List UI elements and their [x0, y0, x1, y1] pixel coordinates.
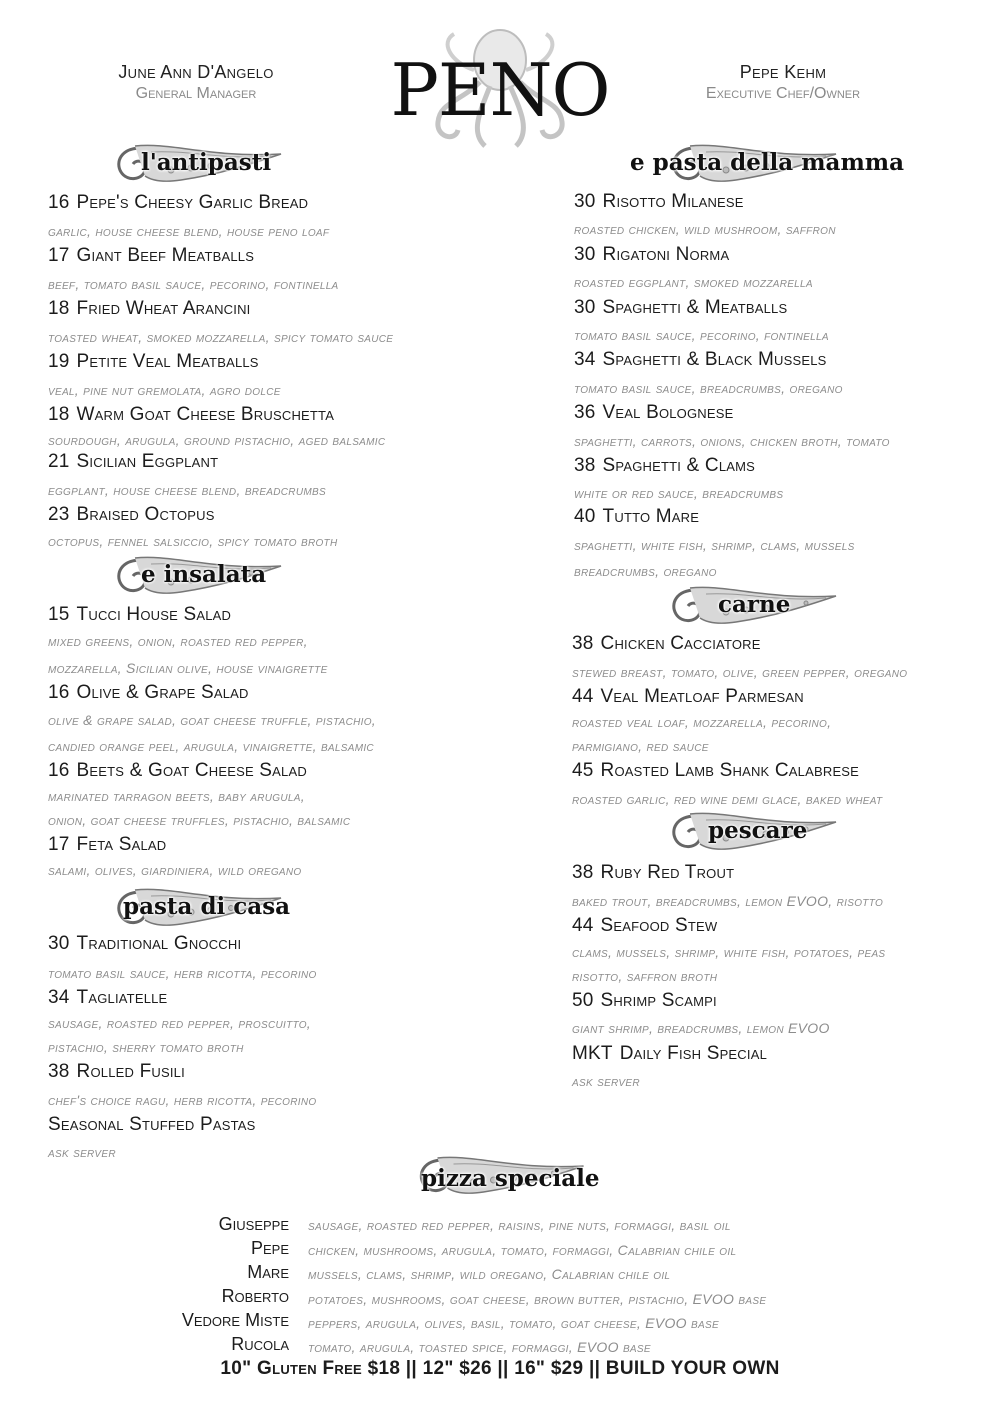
- pizza-desc: sausage, roasted red pepper, raisins, pine nuts, formaggi, basil oil: [308, 1217, 731, 1233]
- chef-name: Pepe Kehm: [739, 62, 827, 82]
- menu-item-desc: baked trout, breadcrumbs, lemon EVOO, risotto: [572, 893, 884, 909]
- menu-item-desc: pistachio, sherry tomato broth: [48, 1039, 244, 1055]
- menu-item-desc: mixed greens, onion, roasted red pepper,: [48, 633, 308, 649]
- pizza-desc: potatoes, mushrooms, goat cheese, brown butter, pistachio, EVOO base: [308, 1291, 767, 1307]
- menu-item-name: 30 Risotto Milanese: [574, 191, 744, 212]
- menu-item-desc: spaghetti, carrots, onions, chicken broth, tomato: [574, 433, 890, 449]
- menu-item-desc: toasted wheat, smoked mozzarella, spicy tomato sauce: [48, 329, 394, 345]
- menu-item-name: 30 Traditional Gnocchi: [48, 933, 242, 954]
- antipasti-title: l'antipasti: [141, 149, 272, 176]
- menu-item-name: 17 Feta Salad: [48, 834, 167, 855]
- pizza-sizes: 10" Gluten Free $18 || 12" $26 || 16" $29 || BUILD YOUR OWN: [220, 1358, 780, 1379]
- pizza-desc: tomato, arugula, toasted spice, formaggi, EVOO base: [308, 1339, 651, 1355]
- pizza-desc: mussels, clams, shrimp, wild oregano, Calabrian chile oil: [308, 1266, 671, 1282]
- logo-text: PENO: [390, 48, 610, 132]
- menu-item-name: 44 Veal Meatloaf Parmesan: [572, 686, 804, 707]
- menu-item-desc: stewed breast, tomato, olive, green pepper, oregano: [572, 664, 908, 680]
- menu-item-name: 34 Spaghetti & Black Mussels: [574, 349, 827, 370]
- menu-item-desc: giant shrimp, breadcrumbs, lemon EVOO: [572, 1020, 830, 1036]
- menu-item-desc: tomato basil sauce, breadcrumbs, oregano: [574, 380, 843, 396]
- menu-item-desc: onion, goat cheese truffles, pistachio, balsamic: [48, 812, 351, 828]
- menu-item-name: 45 Roasted Lamb Shank Calabrese: [572, 760, 860, 781]
- pizza-name: Rucola: [231, 1334, 289, 1354]
- menu-item-desc: breadcrumbs, oregano: [574, 563, 717, 579]
- menu-item-desc: eggplant, house cheese blend, breadcrumbs: [48, 482, 326, 498]
- pizza-name: Giuseppe: [218, 1214, 289, 1234]
- menu-item-desc: roasted chicken, wild mushroom, saffron: [574, 221, 836, 237]
- menu-item-name: MKT Daily Fish Special: [572, 1043, 768, 1064]
- menu-item-name: 34 Tagliatelle: [48, 987, 168, 1008]
- menu-item-desc: olive & grape salad, goat cheese truffle, pistachio,: [48, 712, 376, 728]
- menu-item-desc: spaghetti, white fish, shrimp, clams, mussels: [574, 537, 855, 553]
- menu-item-desc: candied orange peel, arugula, vinaigrette, balsamic: [48, 738, 374, 754]
- menu-item-desc: tomato basil sauce, pecorino, fontinella: [574, 327, 829, 343]
- pizza-desc: peppers, arugula, olives, basil, tomato, goat cheese, EVOO base: [308, 1315, 719, 1331]
- manager-name: June Ann D'Angelo: [118, 62, 274, 82]
- menu-item-name: 38 Rolled Fusili: [48, 1061, 185, 1082]
- general-manager-block: [76, 62, 316, 106]
- menu-item-name: 19 Petite Veal Meatballs: [48, 351, 259, 372]
- chef-role: Executive Chef/Owner: [705, 85, 861, 102]
- menu-item-desc: marinated tarragon beets, baby arugula,: [48, 788, 305, 804]
- pizza-name: Vedore Miste: [181, 1310, 289, 1330]
- menu-item-name: 18 Warm Goat Cheese Bruschetta: [48, 404, 335, 425]
- menu-item-name: 16 Olive & Grape Salad: [48, 682, 249, 703]
- menu-item-name: 38 Spaghetti & Clams: [574, 455, 756, 476]
- menu-item-name: 44 Seafood Stew: [572, 915, 718, 936]
- pizza-title: pizza speciale: [421, 1165, 600, 1192]
- menu-item-desc: parmigiano, red sauce: [572, 738, 709, 754]
- logo: [380, 22, 620, 152]
- menu-item-name: 30 Spaghetti & Meatballs: [574, 297, 788, 318]
- pasta-di-casa-title: pasta di casa: [123, 893, 291, 920]
- menu-item-name: 36 Veal Bolognese: [574, 402, 734, 423]
- menu-item-name: 38 Ruby Red Trout: [572, 862, 735, 883]
- menu-item-desc: ask server: [48, 1144, 116, 1160]
- menu-item-desc: roasted eggplant, smoked mozzarella: [574, 274, 813, 290]
- menu-item-desc: roasted veal loaf, mozzarella, pecorino,: [572, 714, 832, 730]
- menu-item-desc: sourdough, arugula, ground pistachio, aged balsamic: [48, 432, 386, 448]
- pasta-mamma-title: e pasta della mamma: [630, 149, 905, 176]
- menu-item-desc: clams, mussels, shrimp, white fish, potatoes, peas: [572, 944, 886, 960]
- pizza-name: Roberto: [221, 1286, 289, 1306]
- menu-item-name: 17 Giant Beef Meatballs: [48, 245, 255, 266]
- insalata-title: e insalata: [141, 561, 267, 588]
- menu-item-name: 16 Pepe's Cheesy Garlic Bread: [48, 192, 309, 213]
- menu-item-name: 23 Braised Octopus: [48, 504, 215, 525]
- pescare-title: pescare: [708, 817, 808, 844]
- chef-block: [663, 62, 903, 106]
- menu-item-name: 16 Beets & Goat Cheese Salad: [48, 760, 307, 781]
- menu-item-desc: octopus, fennel salsiccio, spicy tomato broth: [48, 533, 338, 549]
- menu-item-desc: garlic, house cheese blend, house peno loaf: [48, 223, 330, 239]
- menu-item-desc: beef, tomato basil sauce, pecorino, fontinella: [48, 276, 339, 292]
- menu-item-name: 38 Chicken Cacciatore: [572, 633, 761, 654]
- menu-item-name: 50 Shrimp Scampi: [572, 990, 717, 1011]
- pizza-desc: chicken, mushrooms, arugula, tomato, formaggi, Calabrian chile oil: [308, 1242, 737, 1258]
- menu-item-desc: chef's choice ragu, herb ricotta, pecorino: [48, 1092, 317, 1108]
- menu-item-desc: veal, pine nut gremolata, agro dolce: [48, 382, 281, 398]
- menu-item-name: 21 Sicilian Eggplant: [48, 451, 219, 472]
- menu-item-name: 18 Fried Wheat Arancini: [48, 298, 251, 319]
- menu-item-name: Seasonal Stuffed Pastas: [48, 1114, 256, 1135]
- menu-item-desc: salami, olives, giardiniera, wild oregano: [48, 862, 302, 878]
- menu-item-desc: white or red sauce, breadcrumbs: [574, 485, 784, 501]
- menu-item-name: 15 Tucci House Salad: [48, 604, 232, 625]
- menu-item-desc: roasted garlic, red wine demi glace, baked wheat: [572, 791, 883, 807]
- menu-item-name: 30 Rigatoni Norma: [574, 244, 730, 265]
- pizza-name: Pepe: [250, 1238, 289, 1258]
- menu-item-desc: risotto, saffron broth: [572, 968, 718, 984]
- menu-item-desc: sausage, roasted red pepper, proscuitto,: [48, 1015, 311, 1031]
- pizza-name: Mare: [247, 1262, 289, 1282]
- menu-item-name: 40 Tutto Mare: [574, 506, 700, 527]
- menu-item-desc: ask server: [572, 1073, 640, 1089]
- manager-role: General Manager: [135, 85, 257, 102]
- menu-item-desc: mozzarella, Sicilian olive, house vinaigrette: [48, 660, 328, 676]
- menu-item-desc: tomato basil sauce, herb ricotta, pecorino: [48, 965, 317, 981]
- carne-title: carne: [718, 591, 791, 618]
